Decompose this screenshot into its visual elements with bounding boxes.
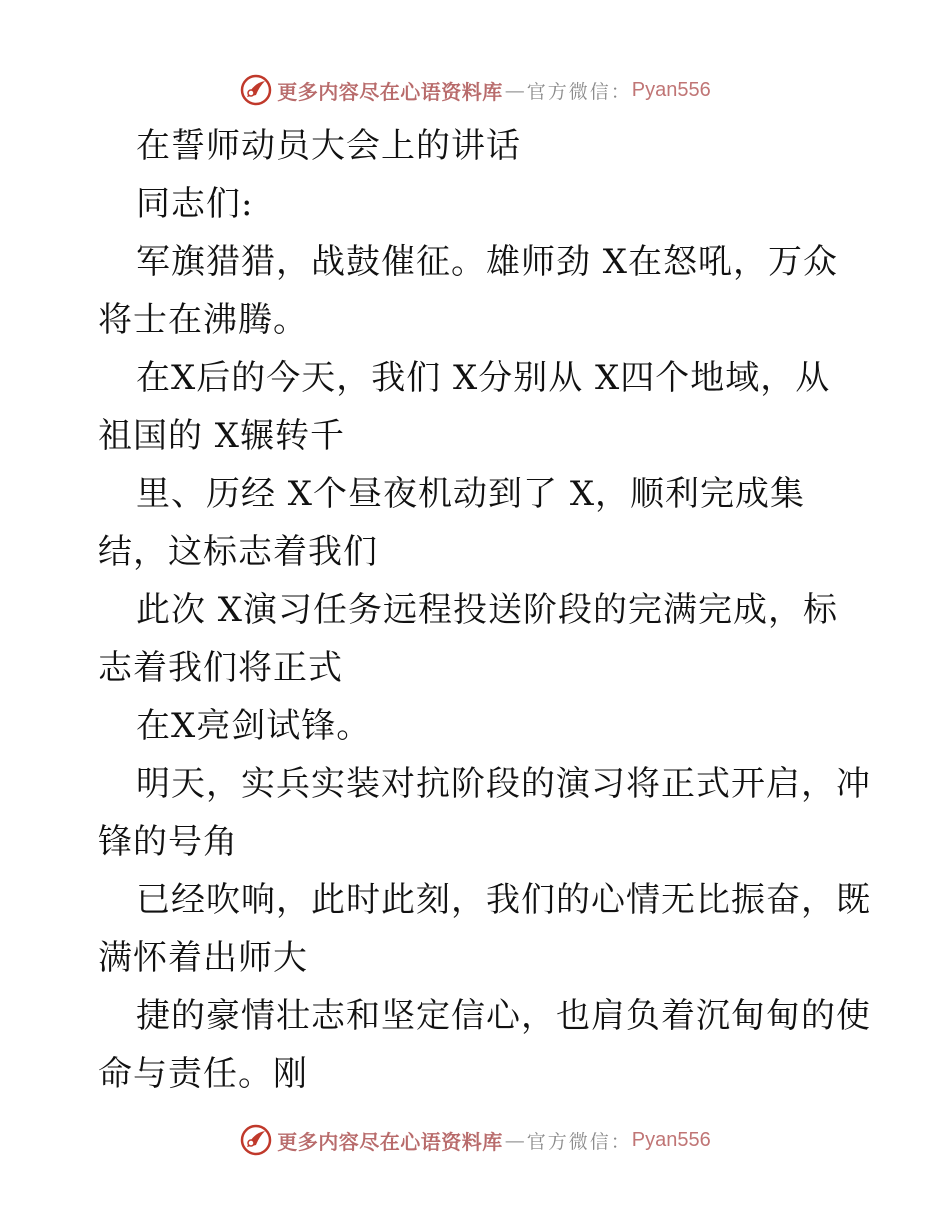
watermark-dash: — bbox=[504, 1128, 525, 1152]
text-line: 命与责任。刚 bbox=[98, 1054, 308, 1094]
text-line: 锋的号角 bbox=[98, 822, 238, 862]
document-title: 在誓师动员大会上的讲话 bbox=[136, 126, 521, 166]
text-line: 志着我们将正式 bbox=[98, 648, 343, 688]
text-line: 此次 X演习任务远程投送阶段的完满完成，标 bbox=[136, 590, 839, 630]
watermark-official-label: 官方微信： bbox=[526, 80, 632, 103]
text-line: 捷的豪情壮志和坚定信心，也肩负着沉甸甸的使 bbox=[136, 996, 871, 1036]
text-line: 里、历经 X个昼夜机动到了 X，顺利完成集 bbox=[136, 474, 806, 514]
red-brush-logo-icon bbox=[239, 73, 273, 107]
red-brush-logo-icon bbox=[239, 1123, 273, 1157]
watermark-dash: — bbox=[504, 78, 525, 102]
watermark-official-label: 官方微信： bbox=[526, 1130, 632, 1153]
text-line: 已经吹响，此时此刻，我们的心情无比振奋，既 bbox=[136, 880, 871, 920]
text-line: 祖国的 X辗转千 bbox=[98, 416, 346, 456]
footer-watermark bbox=[0, 1120, 950, 1160]
watermark-wechat-id: Pyan556 bbox=[631, 78, 711, 101]
text-line: 在X亮剑试锋。 bbox=[136, 706, 372, 746]
document-body bbox=[98, 117, 878, 1103]
header-watermark bbox=[0, 70, 950, 110]
watermark-brand: 更多内容尽在心语资料库 bbox=[277, 1129, 503, 1154]
text-line: 同志们: bbox=[136, 184, 254, 224]
text-line: 明天，实兵实装对抗阶段的演习将正式开启，冲 bbox=[136, 764, 871, 804]
watermark-brand: 更多内容尽在心语资料库 bbox=[277, 79, 503, 104]
text-line: 军旗猎猎，战鼓催征。雄师劲 X在怒吼，万众 bbox=[136, 242, 839, 282]
text-line: 结，这标志着我们 bbox=[98, 532, 378, 572]
text-line: 满怀着出师大 bbox=[98, 938, 308, 978]
text-line: 在X后的今天，我们 X分别从 X四个地域，从 bbox=[136, 358, 831, 398]
watermark-wechat-id: Pyan556 bbox=[631, 1128, 711, 1151]
text-line: 将士在沸腾。 bbox=[98, 300, 308, 340]
